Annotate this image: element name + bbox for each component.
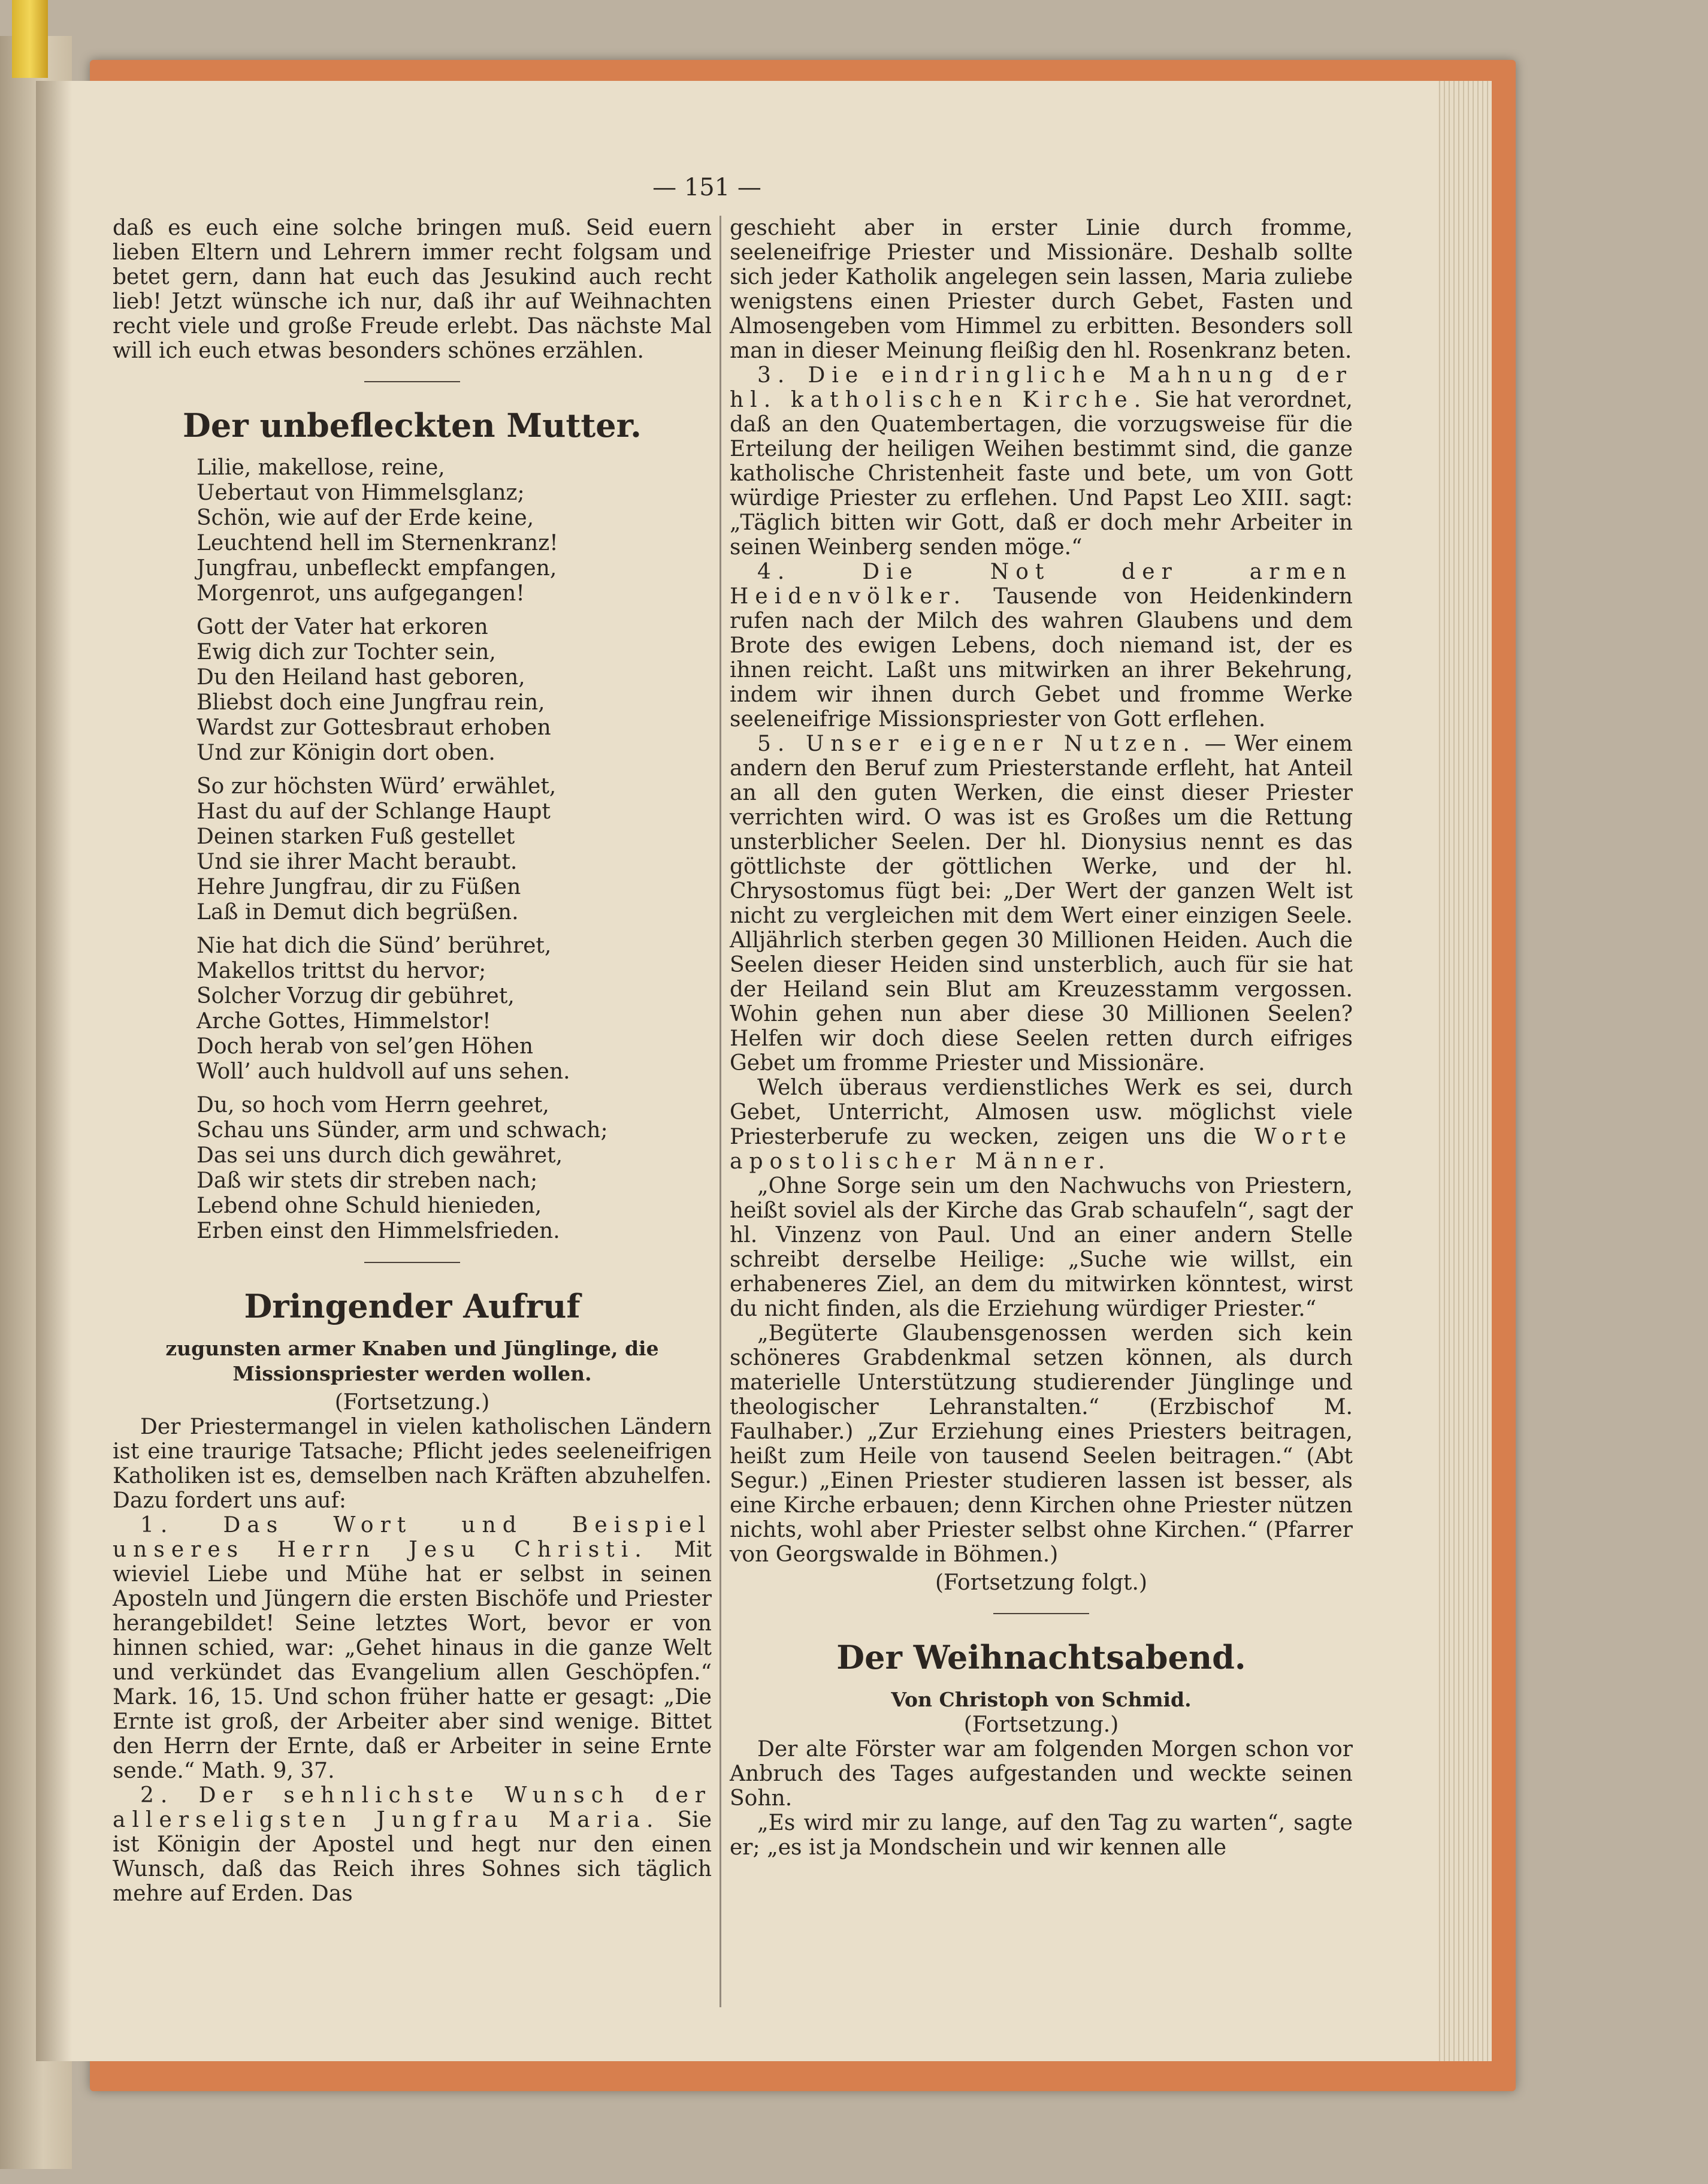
poem-stanza bbox=[197, 1093, 712, 1244]
poem-line: Laß in Demut dich begrüßen. bbox=[197, 900, 519, 925]
appeal-point-text: Welch überaus verdienstliches Werk es sei, durch Gebet, Unterricht, Almosen usw. möglichst viele Priesterberufe zu wecken, zeigen uns die bbox=[730, 1076, 1353, 1149]
poem-line: Das sei uns durch dich gewähret, bbox=[197, 1143, 563, 1168]
poem-stanza bbox=[197, 774, 712, 925]
appeal-point-heading: 3. Die eindringliche Mahnung der hl. katholischen Kirche. bbox=[730, 363, 1353, 412]
quote-paragraph: „Ohne Sorge sein um den Nachwuchs von Priestern, heißt soviel als der Kirche das Grab schaufeln“, sagt der hl. Vinzenz von Paul. Und an einer andern Stelle schreibt derselbe Heilige: „Suche wie willst, ein erhabeneres Ziel, an dem du mitwirken könntest, wirst du nicht finden, als die Erziehung würdiger Priester.“ bbox=[730, 1174, 1353, 1321]
poem-line: Gott der Vater hat erkoren bbox=[197, 615, 488, 639]
appeal-paragraph: Der Priestermangel in vielen katholischen Ländern ist eine traurige Tatsache; Pflicht jedes seeleneifrigen Katholiken ist es, demselben nach Kräften abzuhelfen. Dazu fordert uns auf: bbox=[113, 1415, 712, 1513]
appeal-paragraph bbox=[730, 1076, 1353, 1174]
poem-line: Hehre Jungfrau, dir zu Füßen bbox=[197, 875, 521, 899]
story-paragraph: „Es wird mir zu lange, auf den Tag zu warten“, sagte er; „es ist ja Mondschein und wir kennen alle bbox=[730, 1811, 1353, 1860]
appeal-point-heading: 2. Der sehnlichste Wunsch der allerseligsten Jungfrau Maria. bbox=[113, 1783, 712, 1832]
poem-line: Nie hat dich die Sünd’ berühret, bbox=[197, 934, 552, 958]
poem-line: Ewig dich zur Tochter sein, bbox=[197, 640, 496, 664]
appeal-paragraph bbox=[730, 363, 1353, 560]
appeal-paragraph bbox=[113, 1783, 712, 1906]
poem-line: Arche Gottes, Himmelstor! bbox=[197, 1009, 491, 1034]
poem-line: Morgenrot, uns aufgegangen! bbox=[197, 581, 525, 606]
poem-line: Solcher Vorzug dir gebühret, bbox=[197, 984, 515, 1008]
poem-stanza bbox=[197, 934, 712, 1085]
appeal-point-text: Mit wieviel Liebe und Mühe hat er selbst in seinen Aposteln und Jüngern die ersten Bischöfe und Priester herangebildet! Seine letztes Wort, bevor er von hinnen schied, war: „Gehet hinaus in die ganze Welt und verkündet das Evangelium allen Geschöpfen.“ Mark. 16, 15. Und schon früher hatte er gesagt: „Die Ernte ist groß, der Arbeiter aber sind wenige. Bittet den Herrn der Ernte, daß er Arbeiter in seine Ernte sende.“ Math. 9, 37. bbox=[113, 1537, 712, 1783]
poem-line: Schön, wie auf der Erde keine, bbox=[197, 506, 534, 530]
poem-line: Schau uns Sünder, arm und schwach; bbox=[197, 1118, 608, 1143]
poem-line: Makellos trittst du hervor; bbox=[197, 959, 486, 983]
intro-paragraph: daß es euch eine solche bringen muß. Seid euern lieben Eltern und Lehrern immer recht folgsam und betet gern, dann hat euch das Jesukind auch recht lieb! Jetzt wünsche ich nur, daß ihr auf Weihnachten recht viele und große Freude erlebt. Das nächste Mal will ich euch etwas besonders schönes erzählen. bbox=[113, 216, 712, 363]
poem-line: Woll’ auch huldvoll auf uns sehen. bbox=[197, 1059, 570, 1084]
appeal-point-text: Sie ist Königin der Apostel und hegt nur den einen Wunsch, daß das Reich ihres Sohnes sich täglich mehre auf Erden. Das bbox=[113, 1808, 712, 1906]
poem-line: Du, so hoch vom Herrn geehret, bbox=[197, 1093, 549, 1117]
separator bbox=[364, 381, 460, 382]
to-be-continued: (Fortsetzung folgt.) bbox=[935, 1570, 1147, 1595]
left-column bbox=[113, 216, 712, 1906]
appeal-point-heading: 4. Die Not der armen Heidenvölker. bbox=[730, 560, 1353, 609]
poem-line: Lilie, makellose, reine, bbox=[197, 455, 445, 480]
column-divider bbox=[720, 216, 721, 2007]
appeal-point-heading: Worte apostolischer Männer. bbox=[730, 1125, 1353, 1174]
gutter-shadow bbox=[36, 81, 72, 2061]
poem-stanza bbox=[197, 615, 712, 766]
story-title: Der Weihnachtsabend. bbox=[836, 1638, 1246, 1676]
separator bbox=[364, 1262, 460, 1263]
separator bbox=[993, 1613, 1089, 1614]
poem-line: Und sie ihrer Macht beraubt. bbox=[197, 850, 518, 874]
appeal-paragraph bbox=[730, 732, 1353, 1076]
appeal-paragraph: geschieht aber in erster Linie durch fromme, seeleneifrige Priester und Missionäre. Deshalb sollte sich jeder Katholik angelegen sein lassen, Maria zuliebe wenigstens einen Priester durch Gebet, Fasten und Almosengeben vom Himmel zu erbitten. Besonders soll man in dieser Meinung fleißig den hl. Rosenkranz beten. bbox=[730, 216, 1353, 363]
poem-line: So zur höchsten Würd’ erwählet, bbox=[197, 774, 557, 799]
poem-line: Du den Heiland hast geboren, bbox=[197, 665, 525, 690]
appeal-subtitle: zugunsten armer Knaben und Jünglinge, die Missionspriester werden wollen. bbox=[165, 1337, 659, 1385]
appeal-paragraph bbox=[113, 1513, 712, 1783]
poem-line: Bliebst doch eine Jungfrau rein, bbox=[197, 690, 545, 715]
page-number: — 151 — bbox=[652, 174, 761, 201]
story-continued: (Fortsetzung.) bbox=[963, 1712, 1119, 1737]
poem-line: Hast du auf der Schlange Haupt bbox=[197, 799, 551, 824]
appeal-title: Dringender Aufruf bbox=[244, 1287, 581, 1325]
appeal-continued: (Fortsetzung.) bbox=[334, 1390, 490, 1415]
right-column bbox=[730, 216, 1353, 1860]
poem-line: Und zur Königin dort oben. bbox=[197, 741, 495, 765]
poem-line: Daß wir stets dir streben nach; bbox=[197, 1168, 538, 1193]
story-author: Von Christoph von Schmid. bbox=[891, 1688, 1192, 1711]
appeal-point-text: — Wer einem andern den Beruf zum Priesterstande erfleht, hat Anteil an all den guten Werken, die einst dieser Priester verrichten wird. O was ist es Großes um die Rettung unsterblicher Seelen. Der hl. Dionysius nennt es das göttlichste der göttlichen Werke, und der hl. Chrysostomus fügt bei: „Der Wert der ganzen Welt ist nicht zu vergleichen mit dem Wert einer einzigen Seele. Alljährlich sterben gegen 30 Millionen Heiden. Auch die Seelen dieser Heiden sind unsterblich, auch für sie hat der Heiland sein Blut am Kreuzesstamm vergossen. Wohin gehen nun aber diese 30 Millionen Seelen? Helfen wir doch diese Seelen retten durch eifriges Gebet um fromme Priester und Missionäre. bbox=[730, 732, 1353, 1076]
quote-paragraph: „Begüterte Glaubensgenossen werden sich kein schöneres Grabdenkmal setzen können, als durch materielle Unterstützung studierender Jünglinge und theologischer Lehranstalten.“ (Erzbischof M. Faulhaber.) „Zur Erziehung eines Priesters beitragen, heißt zum Heile von tausend Seelen beitragen.“ (Abt Segur.) „Einen Priester studieren lassen ist besser, als eine Kirche erbauen; denn Kirchen ohne Priester nützen nichts, wohl aber Priester selbst ohne Kirchen.“ (Pfarrer von Georgswalde in Böhmen.) bbox=[730, 1321, 1353, 1567]
poem-line: Doch herab von sel’gen Höhen bbox=[197, 1034, 534, 1059]
poem-line: Deinen starken Fuß gestellet bbox=[197, 824, 515, 849]
appeal-paragraph bbox=[730, 560, 1353, 732]
story-paragraph: Der alte Förster war am folgenden Morgen schon vor Anbruch des Tages aufgestanden und weckte seinen Sohn. bbox=[730, 1737, 1353, 1811]
appeal-point-text: Sie hat verordnet, daß an den Quatembertagen, die vorzugsweise für die Erteilung der heiligen Weihen bestimmt sind, die ganze katholische Christenheit faste und bete, um von Gott würdige Priester zu erflehen. Und Papst Leo XIII. sagt: „Täglich bitten wir Gott, daß er doch mehr Arbeiter in seinen Weinberg senden möge.“ bbox=[730, 388, 1353, 560]
appeal-point-heading: 1. Das Wort und Beispiel unseres Herrn Jesu Christi. bbox=[113, 1513, 712, 1562]
appeal-point-text: Tausende von Heidenkindern rufen nach der Milch des wahren Glaubens und dem Brote des ewigen Lebens, doch niemand ist, der es ihnen reicht. Laßt uns mitwirken an ihrer Bekehrung, indem wir ihnen durch Gebet und fromme Werke seeleneifrige Missionspriester von Gott erflehen. bbox=[730, 584, 1353, 732]
poem-line: Wardst zur Gottesbraut erhoben bbox=[197, 715, 551, 740]
poem-stanza bbox=[197, 455, 712, 606]
poem-line: Lebend ohne Schuld hienieden, bbox=[197, 1194, 542, 1218]
appeal-point-heading: 5. Unser eigener Nutzen. bbox=[757, 732, 1196, 756]
poem-line: Leuchtend hell im Sternenkranz! bbox=[197, 531, 558, 555]
poem-line: Uebertaut von Himmelsglanz; bbox=[197, 481, 525, 505]
poem-line: Erben einst den Himmelsfrieden. bbox=[197, 1219, 560, 1243]
ribbon-bookmark bbox=[12, 0, 48, 78]
poem-line: Jungfrau, unbefleckt empfangen, bbox=[197, 556, 557, 581]
poem bbox=[197, 455, 712, 1244]
poem-title: Der unbefleckten Mutter. bbox=[183, 406, 642, 445]
